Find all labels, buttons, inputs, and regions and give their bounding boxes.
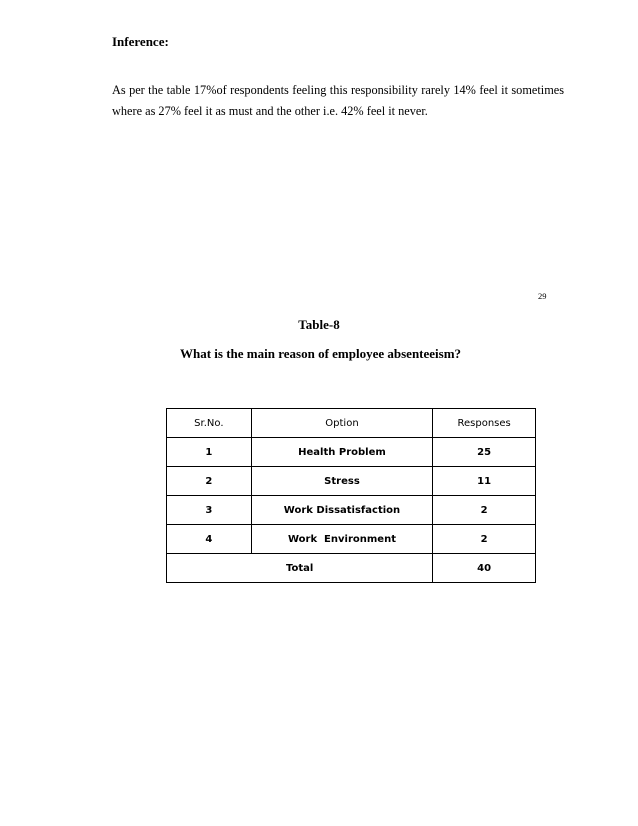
cell-responses: 25 [433, 438, 536, 467]
cell-responses: 2 [433, 525, 536, 554]
cell-sr-no: 1 [167, 438, 252, 467]
responses-table [166, 408, 536, 583]
table-row [167, 467, 536, 496]
cell-option: Work Dissatisfaction [251, 496, 433, 525]
table-row [167, 525, 536, 554]
table-total-row [167, 554, 536, 583]
cell-sr-no: 3 [167, 496, 252, 525]
cell-option: Work Environment [251, 525, 433, 554]
total-label: Total [167, 554, 433, 583]
header-option: Option [251, 409, 433, 438]
header-responses: Responses [433, 409, 536, 438]
inference-paragraph: As per the table 17%of respondents feeling this responsibility rarely 14% feel it sometimes where as 27% feel it as must and the other i.e. 42% feel it never. [112, 83, 564, 118]
table-row [167, 496, 536, 525]
table-row [167, 438, 536, 467]
cell-sr-no: 2 [167, 467, 252, 496]
cell-responses: 11 [433, 467, 536, 496]
cell-sr-no: 4 [167, 525, 252, 554]
cell-option: Health Problem [251, 438, 433, 467]
total-value: 40 [433, 554, 536, 583]
table-title: Table-8 [298, 317, 340, 332]
table-question: What is the main reason of employee absenteeism? [180, 346, 462, 361]
table-header-row [167, 409, 536, 438]
header-sr-no: Sr.No. [167, 409, 252, 438]
cell-responses: 2 [433, 496, 536, 525]
inference-heading: Inference: [112, 34, 169, 49]
page-number: 29 [538, 291, 547, 301]
cell-option: Stress [251, 467, 433, 496]
